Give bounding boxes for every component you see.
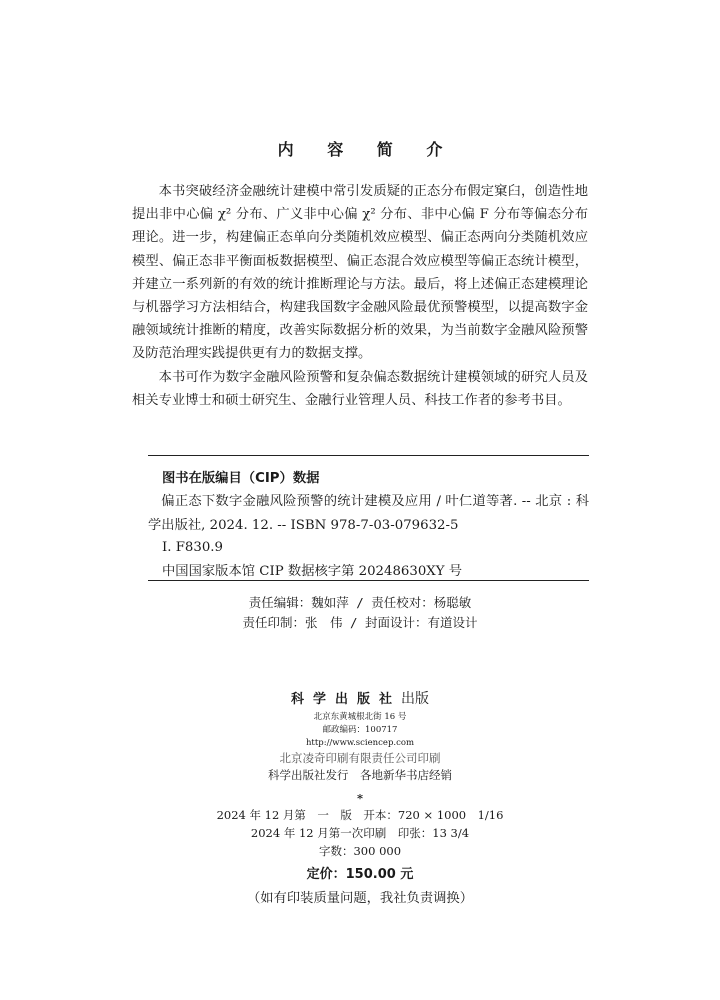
cip-heading: 图书在版编目（CIP）数据	[162, 471, 320, 486]
publisher-postcode: 邮政编码：100717	[322, 725, 398, 735]
cip-record: 偏正态下数字金融风险预警的统计建模及应用 / 叶仁道等著. -- 北京 : 科学出版社, 2024. 12. -- ISBN 978-7-03-079632-5	[148, 494, 589, 533]
edition-line: 2024 年 12 月第 一 版 开本：720 × 1000 1/16	[216, 808, 504, 822]
publisher-website: http://www.sciencep.com	[305, 738, 415, 748]
cip-classification: Ⅰ. F830.9	[162, 540, 223, 555]
divider	[148, 580, 589, 581]
cip-number: 中国国家版本馆 CIP 数据核字第 20248630XY 号	[162, 564, 463, 579]
publisher-suffix: 出版	[401, 691, 429, 707]
printer: 北京凌奇印刷有限责任公司印刷	[279, 751, 441, 765]
editor-credits: 责任编辑：魏如萍 / 责任校对：杨聪敏	[248, 595, 472, 610]
publisher-address: 北京东黄城根北街 16 号	[313, 712, 407, 722]
production-credits: 责任印制：张 伟 / 封面设计：有道设计	[242, 615, 478, 630]
abstract	[132, 180, 588, 412]
quality-notice: （如有印装质量问题，我社负责调换）	[246, 891, 474, 906]
word-count: 字数：300 000	[318, 844, 402, 858]
abstract-paragraph: 本书可作为数字金融风险预警和复杂偏态数据统计建模领域的研究人员及相关专业博士和硕士研究生、金融行业管理人员、科技工作者的参考书目。	[132, 369, 588, 408]
printing-line: 2024 年 12 月第一次印刷 印张：13 3/4	[250, 826, 470, 840]
publisher-line	[0, 688, 720, 708]
separator-star: *	[356, 791, 363, 805]
abstract-paragraph: 本书突破经济金融统计建模中常引发质疑的正态分布假定窠臼，创造性地提出非中心偏 χ² 分布、广义非中心偏 χ² 分布、非中心偏 F 分布等偏态分布理论。进一步，构建偏正态单向分类随机效应模型、偏正态两向分类随机效应模型、偏正态非平衡面板数据模型、偏正态混合效应模型等偏正态统计模型，并建立一系列新的有效的统计推断理论与方法。最后，将上述偏正态建模理论与机器学习方法相结合，构建我国数字金融风险最优预警模型，以提高数字金融领域统计推断的精度，改善实际数据分析的效果，为当前数字金融风险预警及防范治理实践提供更有力的数据支撑。	[132, 184, 588, 362]
divider	[148, 455, 589, 456]
publisher-name: 科学出版社	[290, 692, 401, 707]
distribution: 科学出版社发行 各地新华书店经销	[268, 768, 452, 782]
price: 定价：150.00 元	[306, 867, 414, 882]
page-title: 内 容 简 介	[277, 140, 457, 159]
